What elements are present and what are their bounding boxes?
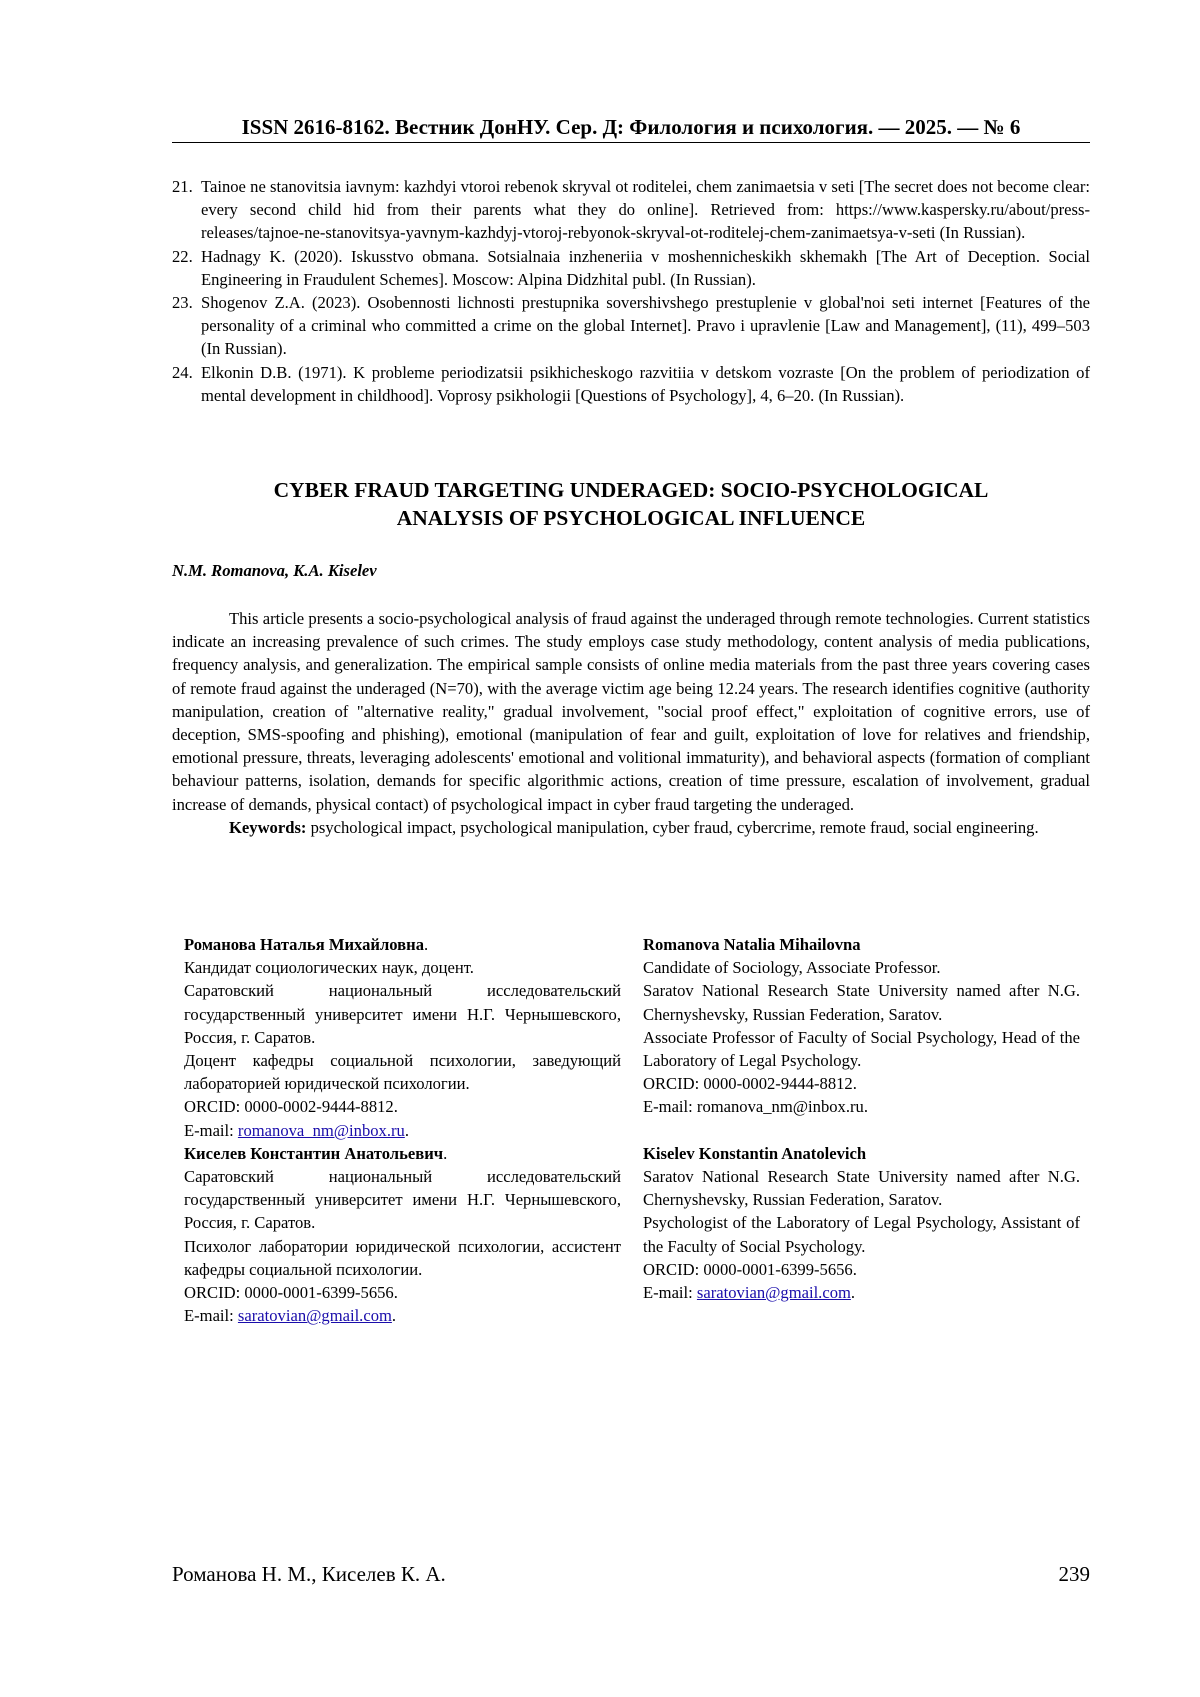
author-name: Романова Наталья Михайловна (184, 935, 424, 954)
reference-text: Elkonin D.B. (1971). K probleme periodizatsii psikhicheskogo razvitiia v detskom vozraste [On the problem of periodization of mental development in childhood]. Voprosy psikhologii [Questions of Psychology], 4, 6–20. (In Russian). (201, 362, 1090, 405)
author-info-line: ORCID: 0000-0002-9444-8812. (184, 1097, 398, 1117)
reference-list (172, 175, 1090, 407)
reference-text: Hadnagy K. (2020). Iskusstvo obmana. Sotsialnaia inzheneriia v moshennicheskikh skhemakh [The Art of Deception. Social Engineering in Fraudulent Schemes]. Moscow: Alpina Didzhital publ. (In Russian). (201, 246, 1090, 289)
reference-text: Shogenov Z.A. (2023). Osobennosti lichnosti prestupnika sovershivshego prestuplenie v global'noi seti internet [Features of the personality of a criminal who committed a crime on the global Internet]. Pravo i upravlenie [Law and Management], (11), 499–503 (In Russian). (201, 293, 1090, 359)
reference-number: 22. (172, 246, 193, 266)
reference-text: Tainoe ne stanovitsia iavnym: kazhdyi vtoroi rebenok skryval ot roditelei, chem zanimaetsia v seti [The secret does not become clear: every second child hid from their parents what they do online]. Retrieved from: https://www.kaspersky.ru/about/press-releases/tajnoe-ne-stanovitsya-yavnym-kazhdyj-vtoroj-rebyonok-skryval-ot-roditelej-chem-zanimaetsya-v-seti (In Russian). (201, 177, 1090, 243)
author-info-line: ORCID: 0000-0002-9444-8812. (643, 1074, 857, 1094)
email-link[interactable]: romanova_nm@inbox.ru (237, 1120, 405, 1140)
abstract-text: This article presents a socio-psychological analysis of fraud against the underaged through remote technologies. Current statistics indicate an increasing prevalence of such crimes. The study employs case study methodology, content analysis of media publications, frequency analysis, and generalization. The empirical sample consists of online media materials from the past three years covering cases of remote fraud against the underaged (N=70), with the average victim age being 12.24 years. The research identifies cognitive (authority manipulation, creation of "alternative reality," gradual involvement, "social proof effect," exploitation of cognitive errors, use of deception, SMS-spoofing and phishing), emotional (manipulation of fear and guilt, exploitation of love for relatives and friendship, emotional pressure, threats, leveraging adolescents' emotional and volitional immaturity), and behavioral aspects (formation of compliant behaviour patterns, isolation, demands for specific algorithmic actions, creation of time pressure, escalation of involvement, gradual increase of demands, physical contact) of psychological impact in cyber fraud targeting the underaged. (172, 609, 1090, 814)
author-info-line: Candidate of Sociology, Associate Professor. (643, 958, 941, 978)
abstract (172, 607, 1090, 839)
author-info-ru: Романова Наталья Михайловна. Кандидат социологических наук, доцент. Саратовский национальный исследовательский государственный университет имени Н.Г. Чернышевского, Россия, г. Саратов. Доцент кафедры социальной психологии, заведующий лабораторией юридической психологии. ORCID: 0000-0002-9444-8812. E-mail: romanova_nm@inbox.ru. Киселев Константин Анатольевич. Саратовский национальный исследовательский государственный университет имени Н.Г. Чернышевского, Россия, г. Саратов. Психолог лаборатории юридической психологии, ассистент кафедры социальной психологии. ORCID: 0000-0001-6399-5656. E-mail: saratovian@gmail.com. (184, 935, 621, 1326)
article-authors: N.M. Romanova, K.A. Kiselev (172, 561, 377, 580)
author-info-line: ORCID: 0000-0001-6399-5656. (184, 1283, 398, 1303)
article-title-line: CYBER FRAUD TARGETING UNDERAGED: SOCIO-PSYCHOLOGICAL (273, 478, 989, 502)
author-info-line: E-mail: romanova_nm@inbox.ru. (643, 1097, 868, 1117)
article-title-line: ANALYSIS OF PSYCHOLOGICAL INFLUENCE (396, 506, 866, 530)
reference-item (172, 361, 1090, 407)
footer-authors: Романова Н. М., Киселев К. А. (172, 1562, 446, 1586)
author-info-line: Кандидат социологических наук, доцент. (184, 958, 474, 978)
email-link[interactable]: saratovian@gmail.com (696, 1283, 851, 1303)
reference-number: 21. (172, 177, 193, 196)
author-info-line: Саратовский национальный исследовательский государственный университет имени Н.Г. Чернышевского, Россия, г. Саратов. (184, 981, 621, 1047)
author-info-line: Psychologist of the Laboratory of Legal Psychology, Assistant of the Faculty of Social Psychology. (643, 1213, 1080, 1256)
author-info-line: Saratov National Research State University named after N.G. Chernyshevsky, Russian Federation, Saratov. (643, 1167, 1080, 1210)
author-info-line: Associate Professor of Faculty of Social Psychology, Head of the Laboratory of Legal Psychology. (643, 1027, 1080, 1071)
author-info-line: ORCID: 0000-0001-6399-5656. (643, 1259, 857, 1279)
author-info-en: Romanova Natalia Mihailovna Candidate of Sociology, Associate Professor. Saratov National Research State University named after N.G. Chernyshevsky, Russian Federation, Saratov. Associate Professor of Faculty of Social Psychology, Head of the Laboratory of Legal Psychology. ORCID: 0000-0002-9444-8812. E-mail: romanova_nm@inbox.ru. Kiselev Konstantin Anatolevich Saratov National Research State University named after N.G. Chernyshevsky, Russian Federation, Saratov. Psychologist of the Laboratory of Legal Psychology, Assistant of the Faculty of Social Psychology. ORCID: 0000-0001-6399-5656. E-mail: saratovian@gmail.com. (643, 935, 1080, 1303)
page-number: 239 (1058, 1562, 1090, 1586)
author-name: Киселев Константин Анатольевич (184, 1143, 444, 1163)
article-title (172, 476, 1090, 532)
running-header: ISSN 2616-8162. Вестник ДонНУ. Сер. Д: Филология и психология. — 2025. — № 6 (172, 114, 1090, 143)
reference-item (172, 291, 1090, 361)
keywords-text: psychological impact, psychological manipulation, cyber fraud, cybercrime, remote fraud, social engineering. (310, 817, 1039, 837)
reference-number: 23. (172, 293, 193, 313)
author-info-line: Saratov National Research State University named after N.G. Chernyshevsky, Russian Federation, Saratov. (643, 981, 1080, 1024)
author-info-line: Психолог лаборатории юридической психологии, ассистент кафедры социальной психологии. (184, 1236, 621, 1279)
author-info-line: Доцент кафедры социальной психологии, заведующий лабораторией юридической психологии. (184, 1051, 621, 1094)
reference-item (172, 175, 1090, 245)
keywords-label: Keywords: (229, 817, 307, 837)
keywords (172, 816, 1090, 839)
reference-number: 24. (172, 362, 193, 382)
author-name: Romanova Natalia Mihailovna (643, 935, 861, 954)
author-info-line: Саратовский национальный исследовательский государственный университет имени Н.Г. Чернышевского, Россия, г. Саратов. (184, 1167, 621, 1233)
reference-item (172, 245, 1090, 291)
author-name: Kiselev Konstantin Anatolevich (643, 1143, 867, 1163)
email-link[interactable]: saratovian@gmail.com (237, 1306, 392, 1326)
